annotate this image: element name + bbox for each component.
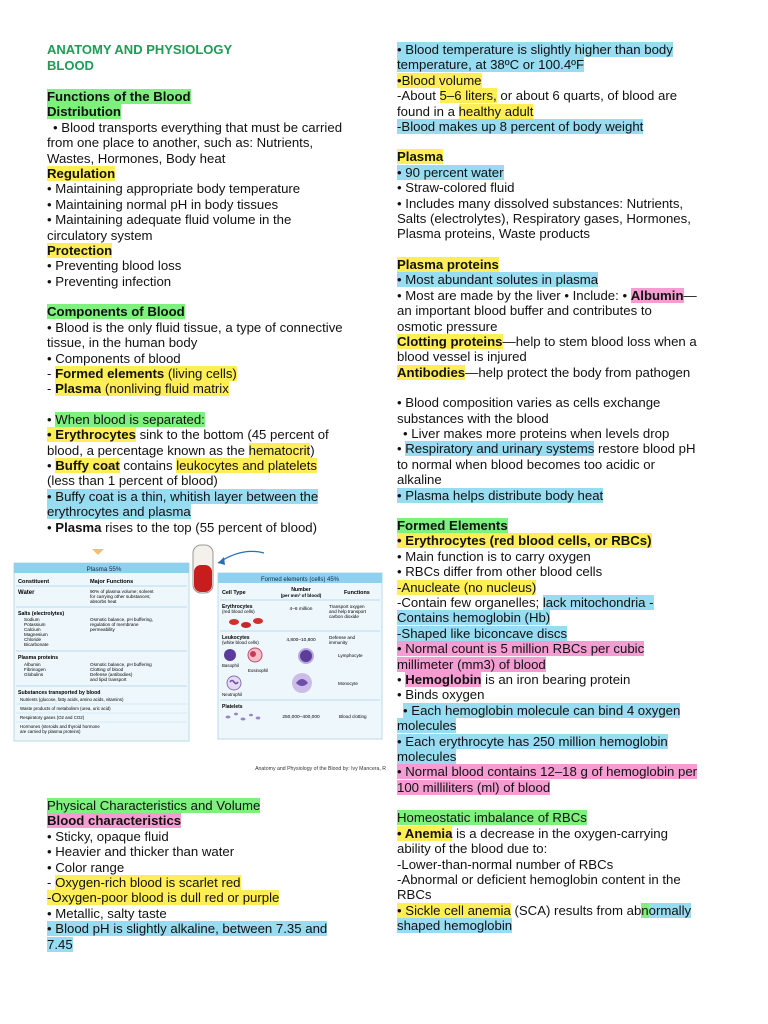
svg-text:Potassium: Potassium: [24, 622, 46, 627]
formed-elements-table: [218, 573, 382, 739]
arrow-decoration-icon: [92, 549, 104, 555]
temperature-line: • Blood temperature is slightly higher than body: [397, 42, 673, 57]
characteristic-line: - Oxygen-rich blood is scarlet red: [47, 875, 241, 891]
svg-text:immunity: immunity: [329, 640, 348, 645]
composition-line: • Blood composition varies as cells exchange: [397, 395, 661, 411]
left-column: [47, 42, 355, 535]
composition-line: substances with the blood: [397, 410, 549, 426]
svg-text:Salts (electrolytes): Salts (electrolytes): [18, 611, 65, 617]
buffy-coat-note: • Buffy coat is a thin, whitish layer between the: [47, 488, 319, 504]
svg-text:Hormones (steroids and thyroid: Hormones (steroids and thyroid hormone: [20, 724, 100, 729]
hemoglobin-line: • Binds oxygen: [397, 687, 485, 703]
plasma-line: • 90 percent water: [397, 164, 504, 180]
formed-elements-line: -Contain few organelles; lack mitochondria -: [397, 595, 654, 610]
svg-text:Eosinophil: Eosinophil: [248, 668, 269, 673]
svg-text:Respiratory gases (O2 and CO2): Respiratory gases (O2 and CO2): [20, 715, 85, 720]
plasma-top-line: • Plasma rises to the top (55 percent of blood): [47, 519, 318, 535]
doc-subtitle: BLOOD: [47, 58, 94, 73]
plasma-proteins-line: • Most are made by the liver • Include: • Albumin—: [397, 287, 697, 303]
anemia-line: -Lower-than-normal number of RBCs: [397, 856, 614, 872]
composition-line: • Liver makes more proteins when levels drop: [403, 425, 670, 441]
svg-text:and help transport: and help transport: [329, 609, 367, 614]
svg-text:are carried by plasma proteins: are carried by plasma proteins): [20, 729, 81, 734]
pointer-arrow-icon: [218, 551, 264, 563]
svg-text:Basophil: Basophil: [222, 663, 239, 668]
formed-elements-line: millimeter (mm3) of blood: [397, 656, 546, 672]
regulation-line: • Maintaining appropriate body temperature: [47, 181, 301, 197]
characteristic-line: 7.45: [47, 936, 73, 952]
distribution-line: • Blood transports everything that must be carried: [53, 119, 343, 135]
hemoglobin-line: • Each erythrocyte has 250 million hemoglobin: [397, 733, 668, 749]
svg-text:Bicarbonate: Bicarbonate: [24, 642, 49, 647]
svg-text:Chloride: Chloride: [24, 637, 42, 642]
svg-text:Osmotic balance, pH buffering,: Osmotic balance, pH buffering,: [90, 617, 153, 622]
erythrocytes-line: blood, a percentage known as the hematocrit): [47, 442, 315, 458]
svg-text:Plasma proteins: Plasma proteins: [18, 655, 59, 661]
svg-text:Cell Type: Cell Type: [222, 590, 246, 596]
plasma-line: • Includes many dissolved substances: Nutrients,: [397, 195, 684, 211]
blood-composition-figure: [12, 543, 388, 781]
clotting-line: Clotting proteins—help to stem blood loss when a: [397, 333, 697, 349]
svg-text:250,000–400,000: 250,000–400,000: [282, 715, 320, 720]
hemoglobin-line: 100 milliliters (ml) of blood: [397, 779, 551, 795]
svg-text:regulation of membrane: regulation of membrane: [90, 622, 139, 627]
plasma-line: Salts (electrolytes), Respiratory gases, Hormones,: [397, 211, 691, 227]
anemia-line: -Abnormal or deficient hemoglobin content in the: [397, 871, 681, 887]
formed-elements-line: -Anucleate (no nucleus): [397, 579, 537, 595]
temperature-line: temperature, at 38ºC or 100.4ºF: [397, 57, 585, 73]
composition-line: to normal when blood becomes too acidic or: [397, 456, 656, 472]
characteristic-line: • Color range: [47, 859, 125, 875]
svg-text:Nutrients (glucose, fatty acid: Nutrients (glucose, fatty acids, amino acids, vitamins): [20, 697, 124, 702]
volume-line: found in a healthy adult: [397, 103, 534, 119]
svg-text:for carrying other substances;: for carrying other substances;: [90, 594, 151, 599]
formed-elements-line: • RBCs differ from other blood cells: [397, 564, 603, 580]
svg-text:Water: Water: [18, 590, 35, 596]
imbalance-heading: Homeostatic imbalance of RBCs: [397, 810, 587, 826]
rbc-icon: [229, 619, 239, 625]
volume-line: -Blood makes up 8 percent of body weight: [397, 119, 644, 135]
protection-heading: Protection: [47, 243, 113, 259]
volume-heading: •Blood volume: [397, 72, 482, 88]
svg-text:Lymphocyte: Lymphocyte: [338, 653, 363, 658]
hemoglobin-line: • Each hemoglobin molecule can bind 4 oxygen: [403, 702, 681, 718]
plasma-line: - Plasma (nonliving fluid matrix: [47, 381, 229, 397]
platelet-icon: [234, 713, 238, 716]
svg-text:Magnesium: Magnesium: [24, 632, 48, 637]
characteristic-line: • Blood pH is slightly alkaline, between 7.35 and: [47, 921, 328, 937]
regulation-line: • Maintaining normal pH in body tissues: [47, 196, 279, 212]
svg-text:absorbs heat: absorbs heat: [90, 599, 117, 604]
plasma-proteins-heading: Plasma proteins: [397, 256, 499, 272]
antibodies-line: Antibodies—help protect the body from pathogen: [397, 364, 691, 380]
characteristic-line: -Oxygen-poor blood is dull red or purple: [47, 890, 280, 906]
svg-text:Albumin: Albumin: [24, 662, 41, 667]
anemia-line: • Anemia is a decrease in the oxygen-carrying: [397, 825, 668, 841]
formed-elements-heading: Formed Elements: [397, 517, 508, 533]
plasma-line: Plasma proteins, Waste products: [397, 226, 591, 242]
svg-text:(red blood cells): (red blood cells): [222, 609, 255, 614]
platelet-icon: [256, 717, 261, 720]
svg-text:carbon dioxide: carbon dioxide: [329, 614, 359, 619]
figure-caption: Anatomy and Physiology of the Blood by: Ivy Mancera, R: [255, 766, 386, 772]
svg-text:Monocyte: Monocyte: [338, 681, 358, 686]
composition-line: • Respiratory and urinary systems restore blood pH: [397, 441, 696, 457]
svg-text:90% of plasma volume; solvent: 90% of plasma volume; solvent: [90, 589, 154, 594]
blood-characteristics-heading: Blood characteristics: [47, 813, 182, 829]
rbc-icon: [253, 618, 263, 624]
svg-text:Neutrophil: Neutrophil: [222, 692, 243, 697]
formed-elements-line: - Formed elements (living cells): [47, 365, 237, 381]
svg-text:Defense and: Defense and: [329, 635, 356, 640]
doc-title: ANATOMY AND PHYSIOLOGY: [47, 42, 233, 57]
composition-line: alkaline: [397, 472, 442, 488]
plasma-col-functions: Major Functions: [90, 579, 134, 585]
svg-text:Waste products of metabolism (: Waste products of metabolism (urea, uric acid): [20, 706, 111, 711]
separated-line: • When blood is separated:: [47, 411, 205, 427]
basophil-icon: [224, 649, 236, 661]
svg-text:Erythrocytes: Erythrocytes: [222, 604, 253, 610]
svg-text:4–6 million: 4–6 million: [289, 607, 313, 612]
composition-line: • Plasma helps distribute body heat: [397, 487, 604, 503]
hemoglobin-line: • Normal blood contains 12–18 g of hemoglobin per: [397, 764, 698, 780]
svg-text:Sodium: Sodium: [24, 617, 40, 622]
plasma-col-constituent: Constituent: [18, 579, 50, 585]
regulation-heading: Regulation: [47, 166, 116, 182]
svg-text:and lipid transport: and lipid transport: [90, 677, 127, 682]
distribution-heading: Distribution: [47, 104, 121, 120]
svg-text:Functions: Functions: [344, 590, 370, 596]
plasma-proteins-line: • Most abundant solutes in plasma: [397, 272, 599, 288]
formed-elements-line: Contains hemoglobin (Hb): [397, 610, 551, 626]
characteristic-line: • Metallic, salty taste: [47, 905, 167, 921]
formed-elements-line: -Shaped like biconcave discs: [397, 625, 568, 641]
plasma-line: • Straw-colored fluid: [397, 180, 515, 196]
protection-line: • Preventing blood loss: [47, 258, 182, 274]
functions-heading: Functions of the Blood: [47, 89, 191, 104]
protection-line: • Preventing infection: [47, 273, 172, 289]
right-column: [397, 42, 725, 934]
svg-text:Leukocytes: Leukocytes: [222, 635, 250, 641]
components-line: tissue, in the human body: [47, 335, 198, 351]
svg-text:(white blood cells): (white blood cells): [222, 640, 259, 645]
formed-elements-line: • Main function is to carry oxygen: [397, 548, 591, 564]
svg-text:Calcium: Calcium: [24, 627, 41, 632]
rbc-icon: [241, 622, 251, 628]
plasma-proteins-line: an important blood buffer and contributes to: [397, 303, 652, 319]
buffy-coat-line: • Buffy coat contains leukocytes and platelets: [47, 457, 317, 473]
plasma-table: [14, 563, 189, 741]
svg-text:Platelets: Platelets: [222, 704, 243, 710]
svg-text:Globulins: Globulins: [24, 672, 44, 677]
regulation-line: circulatory system: [47, 227, 153, 243]
characteristic-line: • Sticky, opaque fluid: [47, 828, 169, 844]
plasma-heading: Plasma: [397, 149, 444, 165]
buffy-coat-note: erythrocytes and plasma: [47, 504, 191, 520]
platelet-icon: [226, 716, 231, 719]
formed-table-header: Formed elements (cells) 45%: [260, 577, 340, 583]
distribution-line: Wastes, Hormones, Body heat: [47, 150, 226, 166]
volume-line: -About 5–6 liters, or about 6 quarts, of blood are: [397, 88, 678, 104]
clotting-line: blood vessel is injured: [397, 349, 527, 365]
components-heading: Components of Blood: [47, 304, 185, 320]
anemia-line: ability of the blood due to:: [397, 841, 548, 857]
formed-elements-line: • Normal count is 5 million RBCs per cubic: [397, 641, 645, 657]
svg-text:Defense (antibodies): Defense (antibodies): [90, 672, 133, 677]
left-bottom-column: [47, 798, 355, 952]
erythrocytes-line: • Erythrocytes sink to the bottom (45 percent of: [47, 427, 329, 443]
erythrocytes-heading: • Erythrocytes (red blood cells, or RBCs): [397, 533, 652, 549]
sickle-cell-line: • Sickle cell anemia (SCA) results from abnormally: [397, 902, 692, 918]
hemoglobin-line: • Hemoglobin is an iron bearing protein: [397, 672, 631, 688]
characteristic-line: • Heavier and thicker than water: [47, 844, 235, 860]
svg-text:permeability: permeability: [90, 627, 115, 632]
svg-text:Clotting of blood: Clotting of blood: [90, 667, 124, 672]
svg-text:Substances transported by bloo: Substances transported by blood: [18, 690, 101, 696]
buffy-coat-line: (less than 1 percent of blood): [47, 473, 218, 489]
platelet-icon: [249, 714, 253, 717]
svg-text:Fibrinogen: Fibrinogen: [24, 667, 46, 672]
platelet-icon: [241, 718, 246, 721]
svg-text:4,800–10,800: 4,800–10,800: [286, 638, 316, 643]
components-line: • Components of blood: [47, 350, 181, 366]
svg-text:Osmotic balance, pH buffering: Osmotic balance, pH buffering: [90, 662, 152, 667]
distribution-line: from one place to another, such as: Nutrients,: [47, 135, 314, 151]
plasma-proteins-line: osmotic pressure: [397, 318, 498, 334]
components-line: • Blood is the only fluid tissue, a type of connective: [47, 319, 343, 335]
anemia-line: RBCs: [397, 887, 432, 903]
physical-heading: Physical Characteristics and Volume: [47, 798, 261, 813]
hemoglobin-line: molecules: [397, 718, 457, 734]
svg-text:Transport oxygen: Transport oxygen: [329, 604, 365, 609]
plasma-table-header: Plasma 55%: [86, 566, 122, 573]
svg-text:Number: Number: [291, 587, 311, 593]
sickle-cell-line: shaped hemoglobin: [397, 918, 513, 934]
svg-text:Blood clotting: Blood clotting: [339, 714, 367, 719]
hemoglobin-line: molecules: [397, 749, 457, 765]
svg-text:(per mm³ of blood): (per mm³ of blood): [280, 593, 322, 598]
regulation-line: • Maintaining adequate fluid volume in the: [47, 212, 292, 228]
